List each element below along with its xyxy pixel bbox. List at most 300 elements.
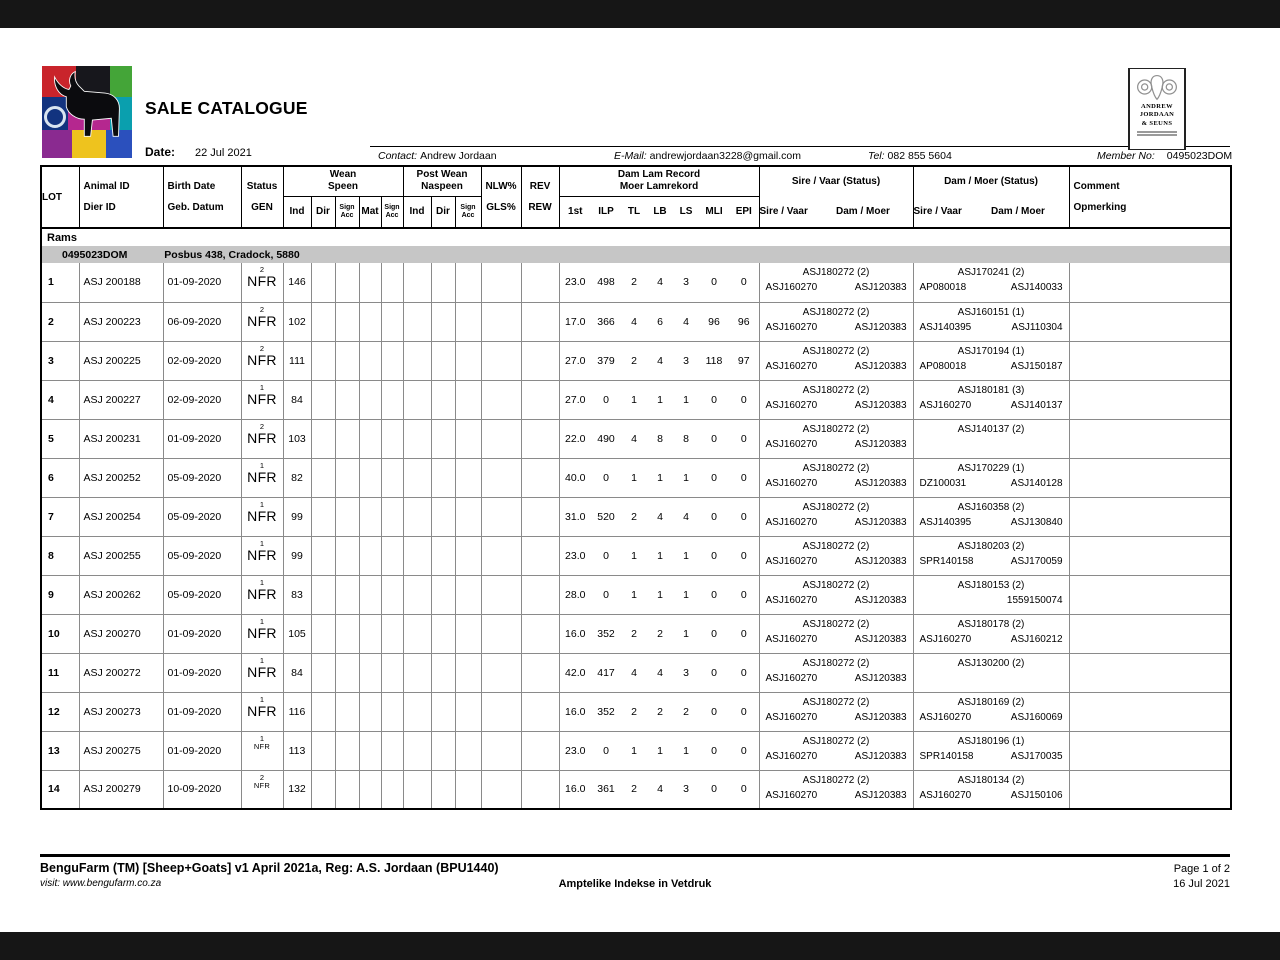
header-line: Acc <box>340 211 354 219</box>
dam-dam: ASJ110304 <box>1011 321 1063 333</box>
member-no-group <box>1097 150 1232 162</box>
email-label: E-Mail: <box>614 150 647 162</box>
sire-cell <box>759 536 913 575</box>
birth-date-cell: 05-09-2020 <box>163 536 241 575</box>
damlam-mli-cell: 0 <box>699 263 729 302</box>
postwean-ind-cell <box>403 731 431 770</box>
footer-row-1 <box>40 861 1230 875</box>
damlam-ilp-cell: 0 <box>591 380 621 419</box>
sire-dam: ASJ120383 <box>854 438 907 450</box>
catalogue-page <box>0 28 1280 932</box>
logo-name-line: JORDAAN <box>1139 111 1175 119</box>
birth-date-cell: 01-09-2020 <box>163 263 241 302</box>
birth-date-cell: 01-09-2020 <box>163 653 241 692</box>
header-line: Speen <box>327 181 358 193</box>
postwean-sign-acc-cell <box>455 653 481 692</box>
postwean-ind-cell <box>403 653 431 692</box>
header-line: NLW% <box>485 180 517 192</box>
print-date: 16 Jul 2021 <box>1173 877 1230 890</box>
sire-cell <box>759 302 913 341</box>
status-cell <box>241 575 283 614</box>
damlam-1st-cell: 23.0 <box>559 536 591 575</box>
lot-cell: 9 <box>41 575 79 614</box>
animal-id-cell: ASJ 200275 <box>79 731 163 770</box>
damlam-ls-cell: 3 <box>673 263 699 302</box>
postwean-sign-acc-cell <box>455 458 481 497</box>
lot-cell: 11 <box>41 653 79 692</box>
wean-mat-sign-acc-cell <box>381 692 403 731</box>
birth-date-cell: 02-09-2020 <box>163 380 241 419</box>
wean-sign-acc-cell <box>335 263 359 302</box>
damlam-ls-cell: 4 <box>673 497 699 536</box>
sire-name: ASJ180272 (2) <box>802 267 870 278</box>
damlam-1st-cell: 22.0 <box>559 419 591 458</box>
col-header-tl: TL <box>621 196 647 228</box>
postwean-dir-cell <box>431 263 455 302</box>
dam-sire: ASJ160270 <box>919 633 972 645</box>
dam-cell <box>913 731 1069 770</box>
dam-cell <box>913 263 1069 302</box>
comment-cell <box>1069 263 1231 302</box>
dam-name: ASJ180134 (2) <box>957 774 1025 786</box>
sire-dam: ASJ120383 <box>854 789 907 801</box>
dam-parents <box>914 709 1069 724</box>
wean-mat-cell <box>359 770 381 809</box>
damlam-epi-cell: 0 <box>729 536 759 575</box>
col-header-ls: LS <box>673 196 699 228</box>
col-header-wean-ind: Ind <box>283 196 311 228</box>
comment-cell <box>1069 536 1231 575</box>
damlam-tl-cell: 1 <box>621 380 647 419</box>
rev-cell <box>521 770 559 809</box>
col-header-dam-sire: Sire / Vaar <box>913 196 991 228</box>
table-header <box>41 166 1231 228</box>
logo-aperture-icon <box>44 106 66 128</box>
status-cell <box>241 536 283 575</box>
header-line: Dier ID <box>83 201 116 213</box>
damlam-mli-cell: 118 <box>699 341 729 380</box>
page-number: Page 1 of 2 <box>1173 862 1230 875</box>
sire-dam: ASJ120383 <box>854 516 907 528</box>
birth-date-cell: 01-09-2020 <box>163 614 241 653</box>
col-header-postwean-dir: Dir <box>431 196 455 228</box>
postwean-sign-acc-cell <box>455 536 481 575</box>
status-value: NFR <box>253 780 271 790</box>
lot-cell: 8 <box>41 536 79 575</box>
dam-parents <box>914 436 1069 439</box>
comment-cell <box>1069 341 1231 380</box>
sire-name: ASJ180272 (2) <box>802 501 870 513</box>
damlam-lb-cell: 6 <box>647 302 673 341</box>
damlam-ls-cell: 4 <box>673 302 699 341</box>
gen-value: 1 <box>259 733 265 743</box>
dam-parents <box>914 514 1069 529</box>
wean-dir-cell <box>311 419 335 458</box>
sire-dam: ASJ120383 <box>854 555 907 567</box>
damlam-tl-cell: 1 <box>621 458 647 497</box>
postwean-ind-cell <box>403 263 431 302</box>
header-line: Status <box>246 180 278 192</box>
col-header-nlw <box>481 166 521 228</box>
dam-parents <box>914 748 1069 763</box>
breeder-row <box>41 246 1231 263</box>
comment-cell <box>1069 497 1231 536</box>
damlam-epi-cell: 0 <box>729 497 759 536</box>
damlam-1st-cell: 16.0 <box>559 770 591 809</box>
damlam-tl-cell: 1 <box>621 731 647 770</box>
sire-cell <box>759 731 913 770</box>
wean-dir-cell <box>311 770 335 809</box>
sire-cell <box>759 770 913 809</box>
damlam-epi-cell: 0 <box>729 263 759 302</box>
sire-sire: ASJ160270 <box>765 282 818 293</box>
damlam-epi-cell: 0 <box>729 770 759 809</box>
status-cell <box>241 419 283 458</box>
wean-mat-sign-acc-cell <box>381 263 403 302</box>
wean-mat-sign-acc-cell <box>381 302 403 341</box>
nlw-cell <box>481 419 521 458</box>
dam-sire: SPR140158 <box>919 750 974 762</box>
sire-parents <box>760 319 913 334</box>
section-title: Rams <box>47 231 77 244</box>
breeder-member-no: 0495023DOM <box>62 248 128 261</box>
sire-parents <box>760 279 913 294</box>
damlam-1st-cell: 23.0 <box>559 731 591 770</box>
postwean-dir-cell <box>431 536 455 575</box>
table-row <box>41 692 1231 731</box>
damlam-ilp-cell: 379 <box>591 341 621 380</box>
wean-mat-sign-acc-cell <box>381 536 403 575</box>
damlam-ls-cell: 1 <box>673 536 699 575</box>
col-header-epi: EPI <box>729 196 759 228</box>
comment-cell <box>1069 419 1231 458</box>
damlam-epi-cell: 0 <box>729 380 759 419</box>
damlam-mli-cell: 0 <box>699 419 729 458</box>
dam-dam: ASJ160212 <box>1010 633 1063 645</box>
gen-value: 1 <box>259 499 265 509</box>
damlam-ls-cell: 3 <box>673 770 699 809</box>
sire-parents <box>760 670 913 685</box>
gen-value: 1 <box>259 694 265 704</box>
wean-dir-cell <box>311 341 335 380</box>
rev-cell <box>521 614 559 653</box>
nlw-cell <box>481 458 521 497</box>
sire-sire: ASJ160270 <box>765 750 818 762</box>
postwean-ind-cell <box>403 575 431 614</box>
damlam-ilp-cell: 361 <box>591 770 621 809</box>
postwean-dir-cell <box>431 458 455 497</box>
sire-dam: ASJ120383 <box>854 321 907 333</box>
sire-sire: ASJ160270 <box>765 633 818 645</box>
postwean-sign-acc-cell <box>455 263 481 302</box>
dam-dam: ASJ160069 <box>1010 711 1063 723</box>
header-line: Birth Date <box>167 180 216 192</box>
dam-sire: ASJ160270 <box>919 399 972 411</box>
damlam-tl-cell: 4 <box>621 419 647 458</box>
sire-parents <box>760 397 913 412</box>
postwean-ind-cell <box>403 692 431 731</box>
wean-mat-cell <box>359 653 381 692</box>
date-value: 22 Jul 2021 <box>195 147 252 159</box>
damlam-1st-cell: 42.0 <box>559 653 591 692</box>
col-header-wean-sign-acc <box>335 196 359 228</box>
animal-id-cell: ASJ 200270 <box>79 614 163 653</box>
dam-cell <box>913 341 1069 380</box>
sire-parents <box>760 514 913 529</box>
damlam-lb-cell: 2 <box>647 692 673 731</box>
dam-dam: ASJ150187 <box>1010 360 1063 372</box>
damlam-epi-cell: 0 <box>729 419 759 458</box>
breeder-info <box>41 246 1231 263</box>
wean-ind-cell: 132 <box>283 770 311 809</box>
status-value: NFR <box>247 468 277 485</box>
dam-name: ASJ180169 (2) <box>957 696 1025 708</box>
dam-parents <box>914 475 1069 490</box>
header-line: Opmerking <box>1073 201 1127 213</box>
nlw-cell <box>481 692 521 731</box>
header-line: Animal ID <box>83 180 130 192</box>
table-row <box>41 731 1231 770</box>
sire-sire: ASJ160270 <box>765 555 818 567</box>
nlw-cell <box>481 614 521 653</box>
letterbox-top <box>0 0 1280 28</box>
wean-mat-sign-acc-cell <box>381 653 403 692</box>
dam-name: ASJ170241 (2) <box>957 267 1025 278</box>
postwean-ind-cell <box>403 497 431 536</box>
lot-cell: 4 <box>41 380 79 419</box>
header-line: GEN <box>251 201 273 213</box>
sire-sire: ASJ160270 <box>765 399 818 411</box>
sire-cell <box>759 575 913 614</box>
dam-name: ASJ180153 (2) <box>957 579 1025 591</box>
wean-mat-cell <box>359 575 381 614</box>
dam-cell <box>913 458 1069 497</box>
contact-label: Contact: <box>378 150 418 162</box>
col-header-wean-mat: Mat <box>359 196 381 228</box>
sire-sire: ASJ160270 <box>765 672 818 684</box>
header-line: Geb. Datum <box>167 201 224 213</box>
wean-mat-sign-acc-cell <box>381 575 403 614</box>
rev-cell <box>521 380 559 419</box>
col-header-ilp: ILP <box>591 196 621 228</box>
comment-cell <box>1069 614 1231 653</box>
damlam-mli-cell: 0 <box>699 653 729 692</box>
wean-mat-cell <box>359 302 381 341</box>
breeder-address: Posbus 438, Cradock, 5880 <box>164 248 300 261</box>
damlam-lb-cell: 1 <box>647 536 673 575</box>
damlam-mli-cell: 96 <box>699 302 729 341</box>
postwean-dir-cell <box>431 302 455 341</box>
lot-cell: 13 <box>41 731 79 770</box>
nlw-cell <box>481 653 521 692</box>
dam-sire: SPR140158 <box>919 555 974 567</box>
animal-id-cell: ASJ 200279 <box>79 770 163 809</box>
wean-sign-acc-cell <box>335 692 359 731</box>
sire-parents <box>760 358 913 373</box>
wean-mat-sign-acc-cell <box>381 614 403 653</box>
damlam-1st-cell: 27.0 <box>559 380 591 419</box>
table-row <box>41 263 1231 302</box>
wean-ind-cell: 111 <box>283 341 311 380</box>
wean-ind-cell: 102 <box>283 302 311 341</box>
comment-cell <box>1069 458 1231 497</box>
sire-dam: ASJ120383 <box>854 594 907 606</box>
dam-parents <box>914 787 1069 802</box>
dam-sire: ASJ140395 <box>919 516 972 528</box>
wean-dir-cell <box>311 380 335 419</box>
damlam-ls-cell: 1 <box>673 575 699 614</box>
wean-sign-acc-cell <box>335 536 359 575</box>
postwean-dir-cell <box>431 497 455 536</box>
header-line: Comment <box>1073 180 1120 192</box>
wean-ind-cell: 113 <box>283 731 311 770</box>
email-group <box>614 150 801 162</box>
birth-date-cell: 01-09-2020 <box>163 419 241 458</box>
ram-head-icon <box>1135 72 1179 102</box>
status-cell <box>241 341 283 380</box>
lot-cell: 14 <box>41 770 79 809</box>
damlam-tl-cell: 2 <box>621 341 647 380</box>
wean-ind-cell: 105 <box>283 614 311 653</box>
sire-name: ASJ180272 (2) <box>802 579 870 591</box>
animal-id-cell: ASJ 200188 <box>79 263 163 302</box>
dam-cell <box>913 380 1069 419</box>
logo-fine-print <box>1137 131 1177 137</box>
dam-dam: ASJ140128 <box>1010 477 1063 489</box>
member-no-value: 0495023DOM <box>1166 150 1233 162</box>
dam-dam: ASJ140033 <box>1010 282 1063 293</box>
tel-value: 082 855 5604 <box>887 150 952 162</box>
postwean-sign-acc-cell <box>455 419 481 458</box>
wean-sign-acc-cell <box>335 653 359 692</box>
sire-parents <box>760 709 913 724</box>
sire-sire: ASJ160270 <box>765 594 818 606</box>
table-row <box>41 341 1231 380</box>
damlam-lb-cell: 4 <box>647 653 673 692</box>
damlam-lb-cell: 1 <box>647 731 673 770</box>
dam-dam: ASJ170059 <box>1010 555 1063 567</box>
wean-mat-sign-acc-cell <box>381 497 403 536</box>
sire-parents <box>760 592 913 607</box>
damlam-tl-cell: 4 <box>621 653 647 692</box>
postwean-sign-acc-cell <box>455 497 481 536</box>
status-cell <box>241 731 283 770</box>
sire-cell <box>759 419 913 458</box>
damlam-ls-cell: 1 <box>673 731 699 770</box>
sire-dam: ASJ120383 <box>854 633 907 645</box>
logo-name-line: ANDREW <box>1140 103 1173 110</box>
wean-dir-cell <box>311 536 335 575</box>
rev-cell <box>521 458 559 497</box>
lot-cell: 7 <box>41 497 79 536</box>
col-header-1st: 1st <box>559 196 591 228</box>
gen-value: 1 <box>259 655 265 665</box>
bengufarm-logo <box>42 66 132 158</box>
postwean-ind-cell <box>403 770 431 809</box>
wean-sign-acc-cell <box>335 770 359 809</box>
dam-cell <box>913 497 1069 536</box>
damlam-lb-cell: 1 <box>647 575 673 614</box>
postwean-dir-cell <box>431 575 455 614</box>
col-header-lot: LOT <box>41 166 79 228</box>
comment-cell <box>1069 380 1231 419</box>
col-header-sire-dam: Dam / Moer <box>836 196 913 228</box>
status-value: NFR <box>247 702 277 719</box>
lot-cell: 2 <box>41 302 79 341</box>
damlam-ilp-cell: 352 <box>591 692 621 731</box>
table-body <box>41 228 1231 809</box>
dam-name: ASJ180196 (1) <box>957 735 1025 747</box>
dam-parents <box>914 397 1069 412</box>
dam-dam: ASJ130840 <box>1010 516 1063 528</box>
dam-parents <box>914 279 1069 294</box>
damlam-tl-cell: 2 <box>621 614 647 653</box>
sire-dam: ASJ120383 <box>854 672 907 684</box>
damlam-tl-cell: 2 <box>621 770 647 809</box>
damlam-epi-cell: 97 <box>729 341 759 380</box>
sire-sire: ASJ160270 <box>765 516 818 528</box>
damlam-ls-cell: 1 <box>673 614 699 653</box>
rev-cell <box>521 731 559 770</box>
status-value: NFR <box>247 585 277 602</box>
andrew-jordaan-logo <box>1128 68 1186 150</box>
damlam-mli-cell: 0 <box>699 380 729 419</box>
contact-value: Andrew Jordaan <box>420 150 497 162</box>
damlam-1st-cell: 28.0 <box>559 575 591 614</box>
dam-sire: ASJ160270 <box>919 789 972 801</box>
damlam-lb-cell: 4 <box>647 341 673 380</box>
dam-dam: ASJ170035 <box>1010 750 1063 762</box>
wean-mat-cell <box>359 692 381 731</box>
col-header-status <box>241 166 283 228</box>
table-row <box>41 536 1231 575</box>
sire-dam: ASJ120383 <box>854 711 907 723</box>
gen-value: 2 <box>259 343 265 353</box>
postwean-dir-cell <box>431 731 455 770</box>
status-value: NFR <box>247 624 277 641</box>
col-header-sire-sire: Sire / Vaar <box>759 196 836 228</box>
wean-ind-cell: 99 <box>283 536 311 575</box>
status-value: NFR <box>247 312 277 329</box>
postwean-sign-acc-cell <box>455 692 481 731</box>
sire-name: ASJ180272 (2) <box>802 423 870 435</box>
gen-value: 1 <box>259 460 265 470</box>
damlam-1st-cell: 31.0 <box>559 497 591 536</box>
wean-sign-acc-cell <box>335 380 359 419</box>
col-header-comment <box>1069 166 1231 228</box>
contact-strip <box>370 146 1233 165</box>
comment-cell <box>1069 731 1231 770</box>
sire-name: ASJ180272 (2) <box>802 657 870 669</box>
rev-cell <box>521 263 559 302</box>
gen-value: 1 <box>259 577 265 587</box>
wean-ind-cell: 84 <box>283 380 311 419</box>
sire-sire: ASJ160270 <box>765 789 818 801</box>
rev-cell <box>521 497 559 536</box>
damlam-tl-cell: 4 <box>621 302 647 341</box>
col-header-wean-dir: Dir <box>311 196 335 228</box>
damlam-epi-cell: 0 <box>729 458 759 497</box>
dam-sire: DZ100031 <box>919 477 967 489</box>
wean-dir-cell <box>311 731 335 770</box>
damlam-mli-cell: 0 <box>699 458 729 497</box>
sire-name: ASJ180272 (2) <box>802 462 870 474</box>
wean-mat-sign-acc-cell <box>381 419 403 458</box>
damlam-tl-cell: 1 <box>621 536 647 575</box>
damlam-1st-cell: 16.0 <box>559 614 591 653</box>
dam-cell <box>913 536 1069 575</box>
sire-cell <box>759 380 913 419</box>
